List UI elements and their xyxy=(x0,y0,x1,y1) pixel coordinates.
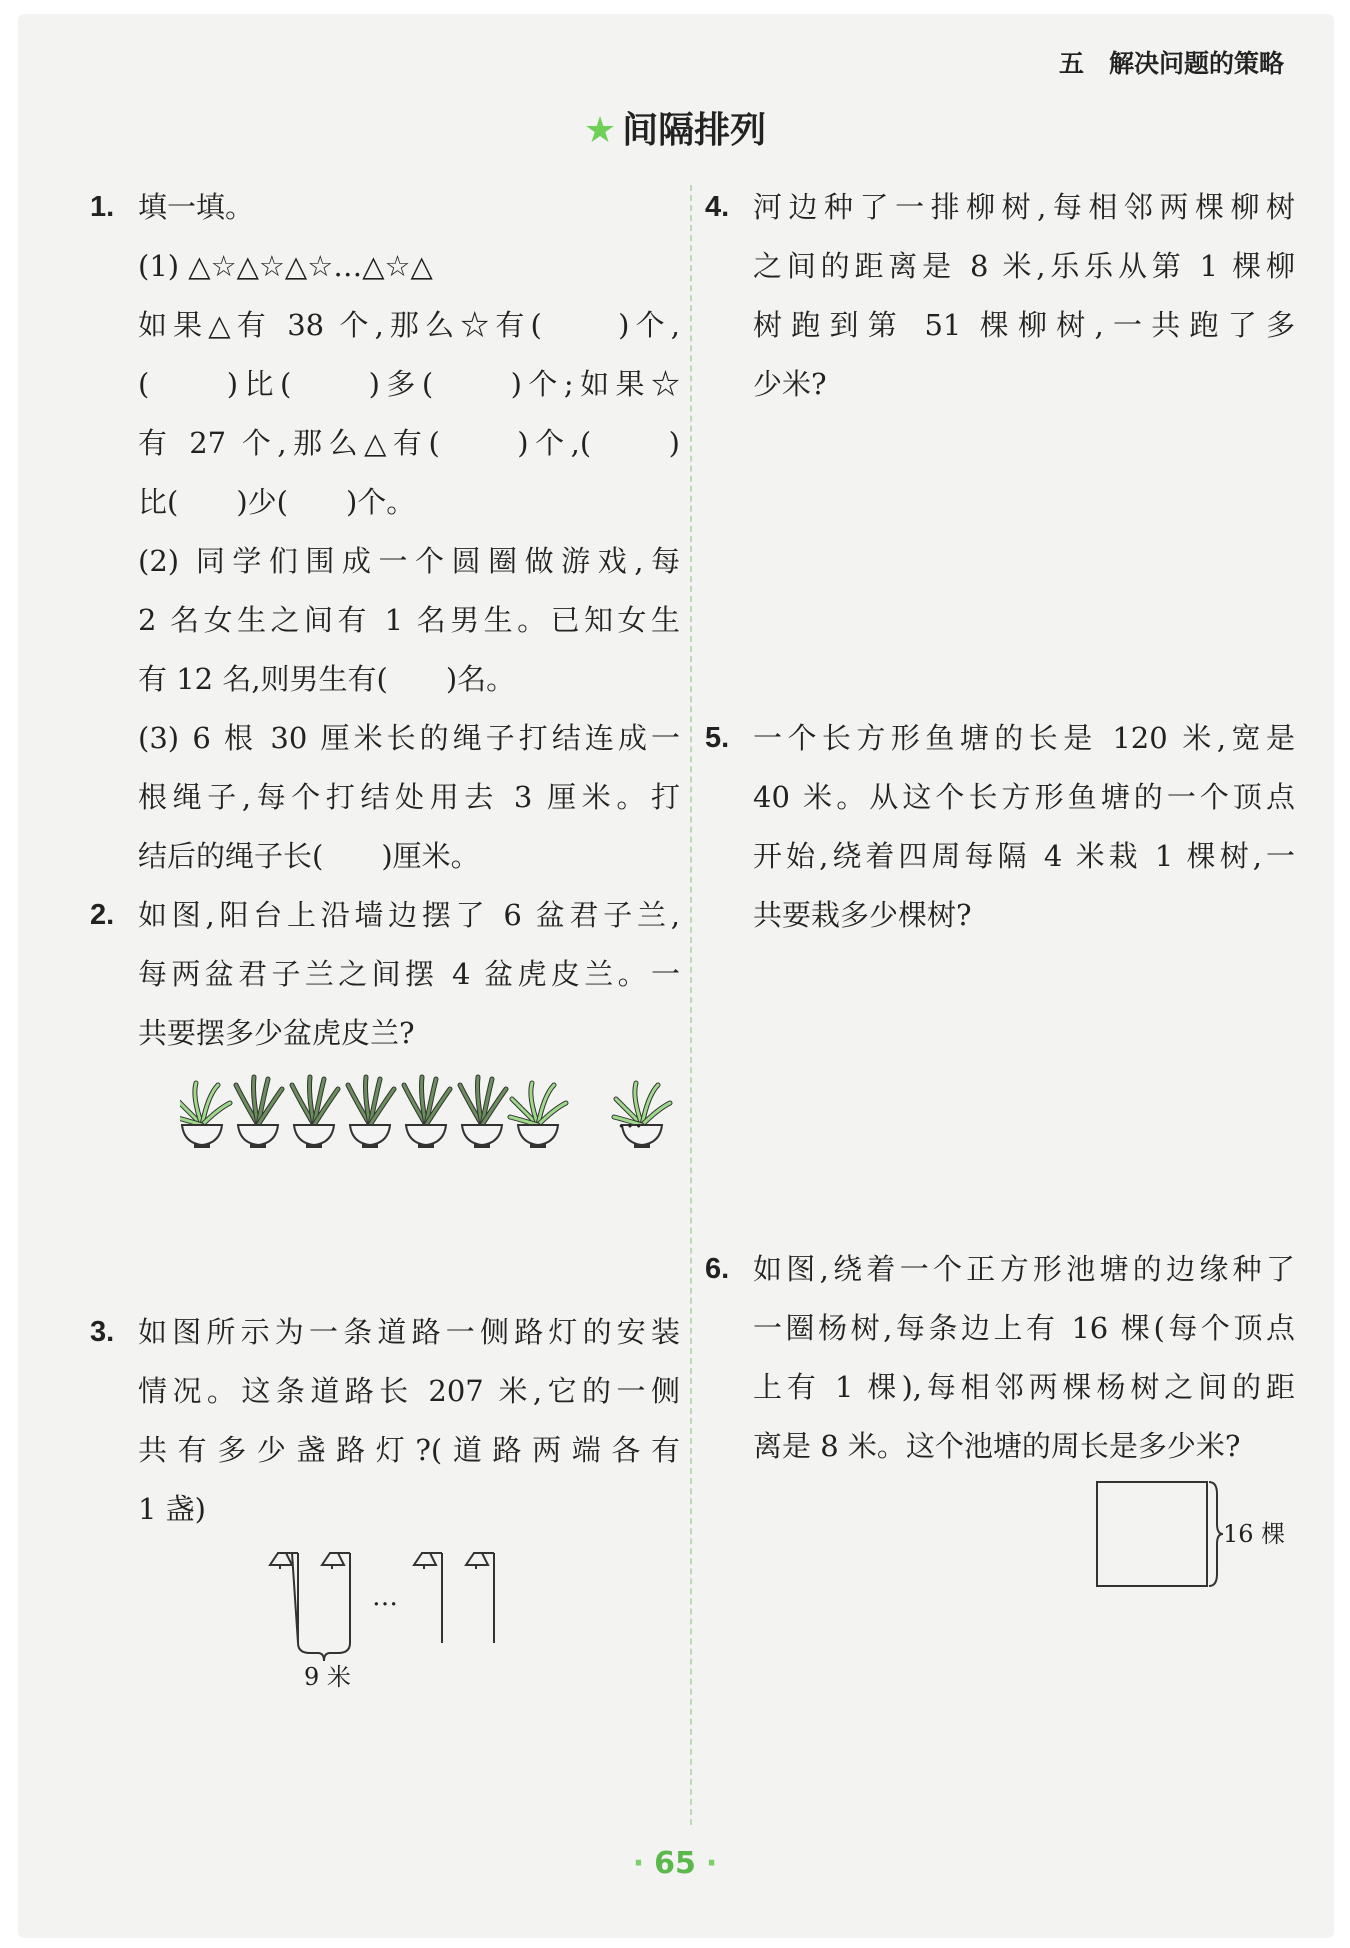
q6-line: 如图,绕着一个正方形池塘的边缘种了 xyxy=(753,1252,1295,1286)
question-number: 1. xyxy=(90,191,115,223)
page-title xyxy=(0,102,1350,153)
page-number xyxy=(0,1846,1350,1881)
q3-line: 如图所示为一条道路一侧路灯的安装 xyxy=(138,1315,680,1349)
q6-line: 上有 1 棵),每相邻两棵杨树之间的距 xyxy=(753,1370,1295,1404)
plant-row-figure xyxy=(90,1069,680,1159)
street-lamp-figure xyxy=(90,1543,680,1703)
q2-line: 每两盆君子兰之间摆 4 盆虎皮兰。一 xyxy=(138,957,680,991)
star-icon: ★ xyxy=(583,110,617,151)
distance-label: 9 米 xyxy=(304,1663,351,1691)
chapter-header: 五 解决问题的策略 xyxy=(1058,49,1284,78)
column-divider xyxy=(690,185,692,1825)
q1-line: (1) △☆△☆△☆…△☆△ xyxy=(138,249,433,283)
q5-line: 40 米。从这个长方形鱼塘的一个顶点 xyxy=(753,780,1295,814)
left-column xyxy=(90,178,680,1703)
q1-line: 有 12 名,则男生有( )名。 xyxy=(138,662,516,696)
q2-line: 如图,阳台上沿墙边摆了 6 盆君子兰, xyxy=(138,898,680,932)
clivia-plant xyxy=(180,1083,230,1148)
snake-plant xyxy=(460,1077,506,1148)
question-6 xyxy=(705,1240,1295,1476)
question-number: 3. xyxy=(90,1316,115,1348)
q4-line: 少米? xyxy=(753,367,827,401)
street-lamp xyxy=(270,1553,298,1643)
question-3 xyxy=(90,1303,680,1539)
clivia-plant xyxy=(510,1083,566,1148)
question-number: 5. xyxy=(705,722,730,754)
q5-line: 开始,绕着四周每隔 4 米栽 1 棵树,一 xyxy=(753,839,1295,873)
dot-right: · xyxy=(705,1846,718,1881)
q1-line: ( )比( )多( )个;如果☆ xyxy=(138,367,680,401)
square-pond-figure xyxy=(705,1476,1295,1596)
q1-line: 结后的绳子长( )厘米。 xyxy=(138,839,480,873)
street-lamp xyxy=(466,1553,494,1643)
question-4 xyxy=(705,178,1295,414)
q4-line: 河边种了一排柳树,每相邻两棵柳树 xyxy=(753,190,1295,224)
street-lamp xyxy=(414,1553,442,1643)
question-1 xyxy=(90,178,680,886)
street-lamp xyxy=(322,1553,350,1643)
q2-line: 共要摆多少盆虎皮兰? xyxy=(138,1016,415,1050)
snake-plant xyxy=(348,1077,394,1148)
q3-line: 1 盏) xyxy=(138,1492,206,1526)
question-5 xyxy=(705,709,1295,945)
title-text: 间隔排列 xyxy=(622,110,767,151)
q6-line: 离是 8 米。这个池塘的周长是多少米? xyxy=(753,1429,1241,1463)
right-column xyxy=(705,178,1295,1596)
q6-line: 一圈杨树,每条边上有 16 棵(每个顶点 xyxy=(753,1311,1295,1345)
q1-line: 填一填。 xyxy=(138,190,255,224)
ellipsis-text: … xyxy=(372,1582,398,1612)
question-number: 2. xyxy=(90,899,115,931)
q3-line: 共有多少盏路灯?(道路两端各有 xyxy=(138,1433,680,1467)
question-2 xyxy=(90,886,680,1063)
snake-plant xyxy=(404,1077,450,1148)
dot-left: · xyxy=(632,1846,645,1881)
distance-brace xyxy=(298,1643,350,1661)
snake-plant xyxy=(236,1077,282,1148)
snake-plant xyxy=(292,1077,338,1148)
q4-line: 之间的距离是 8 米,乐乐从第 1 棵柳 xyxy=(753,249,1295,283)
page-number-text: 65 xyxy=(654,1846,696,1881)
q4-line: 树跑到第 51 棵柳树,一共跑了多 xyxy=(753,308,1295,342)
q1-line: 如果△有 38 个,那么☆有( )个, xyxy=(138,308,680,342)
question-number: 4. xyxy=(705,191,730,223)
side-count-label: 16 棵 xyxy=(1223,1520,1286,1548)
q1-line: 根绳子,每个打结处用去 3 厘米。打 xyxy=(138,780,680,814)
q3-line: 情况。这条道路长 207 米,它的一侧 xyxy=(138,1374,680,1408)
q1-line: 2 名女生之间有 1 名男生。已知女生 xyxy=(138,603,680,637)
ellipsis-text: … xyxy=(617,1104,643,1134)
q1-line: 有 27 个,那么△有( )个,( ) xyxy=(138,426,680,460)
side-brace xyxy=(1209,1482,1223,1586)
pond-square xyxy=(1097,1482,1207,1586)
question-number: 6. xyxy=(705,1253,730,1285)
q1-line: (2) 同学们围成一个圆圈做游戏,每 xyxy=(138,544,680,578)
q1-line: (3) 6 根 30 厘米长的绳子打结连成一 xyxy=(138,721,680,755)
q5-line: 一个长方形鱼塘的长是 120 米,宽是 xyxy=(753,721,1295,755)
q1-line: 比( )少( )个。 xyxy=(138,485,416,519)
q5-line: 共要栽多少棵树? xyxy=(753,898,972,932)
